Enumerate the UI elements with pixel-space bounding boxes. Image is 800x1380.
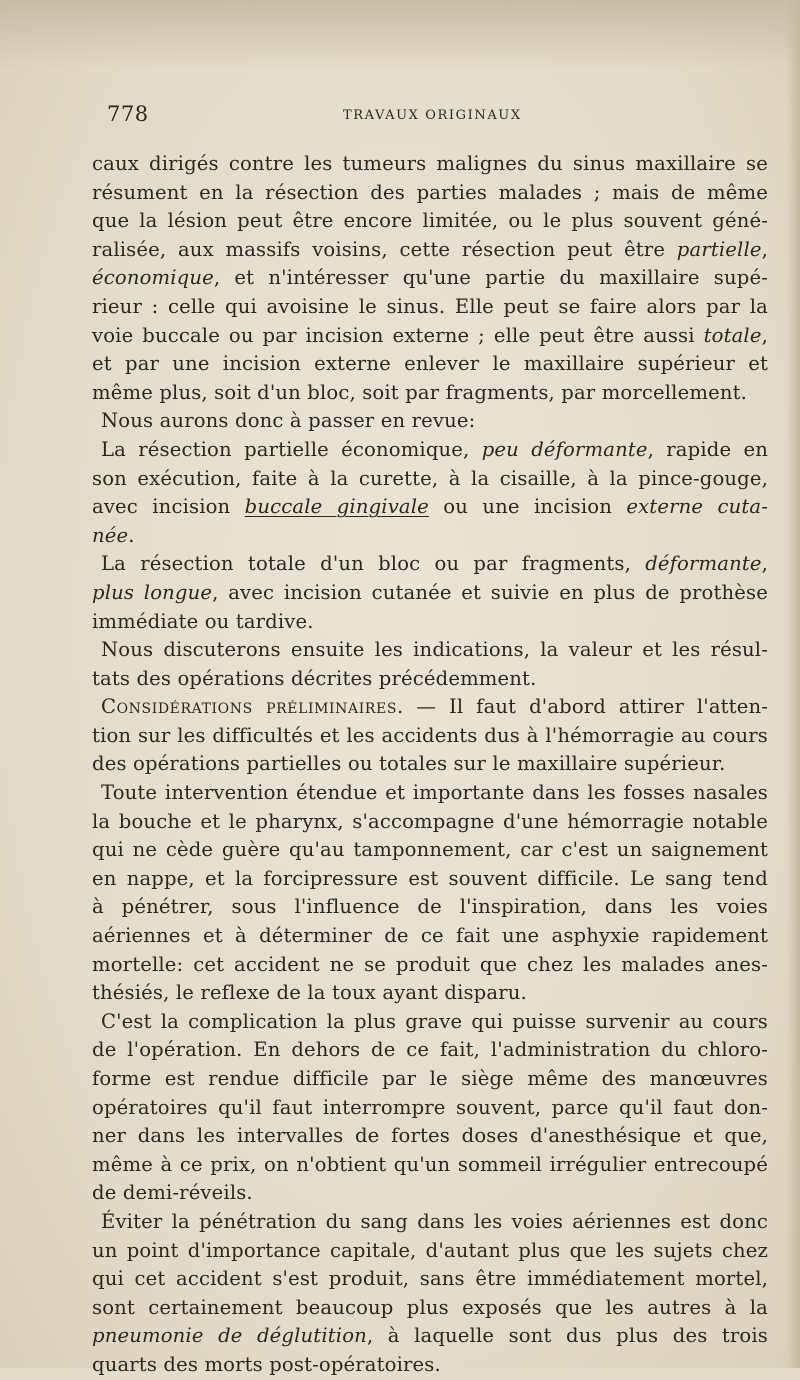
scan-shadow-top <box>0 0 800 70</box>
text-segment: . <box>128 523 135 547</box>
text-line <box>92 808 768 837</box>
text-line <box>92 750 768 779</box>
text-line <box>92 665 768 694</box>
italic-phrase: déformante <box>645 552 762 576</box>
text-segment: Toute intervention étendue et importante dans les fosses nasales <box>101 781 768 805</box>
text-line <box>92 893 768 922</box>
text-segment: Nous discuterons ensuite les indications, la valeur et les résul- <box>101 638 768 662</box>
text-line <box>92 350 768 379</box>
text-segment: , et n'intéresser qu'une partie du maxillaire supé- <box>213 266 768 290</box>
text-segment: résument en la résection des parties malades ; mais de même <box>92 180 768 204</box>
text-line <box>92 436 768 465</box>
text-segment: que la lésion peut être encore limitée, ou le plus souvent géné- <box>92 209 768 233</box>
body-text <box>92 150 768 1380</box>
text-segment: et par une incision externe enlever le maxillaire supérieur et <box>92 352 768 376</box>
text-line <box>92 1351 768 1380</box>
text-segment: forme est rendue difficile par le siège même des manœuvres <box>92 1067 768 1090</box>
page-number: 778 <box>107 102 149 126</box>
text-segment: sont certainement beaucoup plus exposés que les autres à la <box>92 1295 768 1319</box>
text-line <box>92 1065 768 1094</box>
italic-phrase: buccale gingivale <box>244 495 429 519</box>
text-segment: ou une incision <box>428 495 627 519</box>
text-segment: thésiés, le reflexe de la toux ayant disparu. <box>92 981 527 1005</box>
text-line <box>92 1294 768 1323</box>
text-segment: des opérations partielles ou totales sur le maxillaire supérieur. <box>92 752 726 776</box>
text-segment: même plus, soit d'un bloc, soit par fragments, par morcellement. <box>92 380 747 404</box>
text-segment: ralisée, aux massifs voisins, cette résection peut être <box>92 237 677 261</box>
text-line <box>92 693 768 722</box>
text-segment: , avec incision cutanée et suivie en plus de prothèse <box>212 580 768 604</box>
text-line <box>92 379 768 408</box>
text-segment: Nous aurons donc à passer en revue: <box>101 409 476 433</box>
text-line <box>92 1179 768 1208</box>
text-line <box>92 865 768 894</box>
text-segment: caux dirigés contre les tumeurs malignes du sinus maxillaire se <box>92 152 768 175</box>
text-line <box>92 779 768 808</box>
text-segment: avec incision <box>92 495 245 519</box>
italic-phrase: plus longue <box>92 580 213 604</box>
text-segment: La résection partielle économique, <box>101 437 482 461</box>
text-line <box>92 1151 768 1180</box>
text-line <box>92 1122 768 1151</box>
text-segment: immédiate ou tardive. <box>92 609 314 633</box>
text-segment: qui cet accident s'est produit, sans être immédiatement mortel, <box>92 1267 768 1291</box>
text-line <box>92 293 768 322</box>
italic-phrase: née <box>92 523 129 547</box>
text-line <box>92 264 768 293</box>
text-segment: de demi-réveils. <box>92 1181 253 1205</box>
text-segment: même à ce prix, on n'obtient qu'un sommeil irrégulier entrecoupé <box>92 1152 768 1176</box>
text-line <box>92 236 768 265</box>
text-segment: un point d'importance capitale, d'autant plus que les sujets chez <box>92 1238 768 1262</box>
text-line <box>92 407 768 436</box>
text-segment: , <box>761 237 768 261</box>
text-line <box>92 1036 768 1065</box>
text-line <box>92 951 768 980</box>
text-segment: voie buccale ou par incision externe ; elle peut être aussi <box>92 323 704 347</box>
text-segment: , <box>761 552 768 576</box>
italic-phrase: totale <box>703 323 762 347</box>
text-line <box>92 1208 768 1237</box>
text-segment: tion sur les difficultés et les accidents dus à l'hémorragie au cours <box>92 723 768 747</box>
text-segment: en nappe, et la forcipressure est souvent difficile. Le sang tend <box>92 866 768 890</box>
text-line <box>92 636 768 665</box>
text-line <box>92 1265 768 1294</box>
text-segment: quarts des morts post-opératoires. <box>92 1352 441 1376</box>
italic-phrase: pneumonie de déglutition <box>92 1324 367 1348</box>
italic-phrase: externe cuta- <box>626 495 768 519</box>
text-line <box>92 179 768 208</box>
text-segment: mortelle: cet accident ne se produit que chez les malades anes- <box>92 952 768 976</box>
text-line <box>92 322 768 351</box>
text-segment: à pénétrer, sous l'influence de l'inspiration, dans les voies <box>92 895 768 919</box>
text-segment: Éviter la pénétration du sang dans les voies aériennes est donc <box>101 1209 768 1233</box>
text-segment: qui ne cède guère qu'au tamponnement, car c'est un saignement <box>92 838 768 862</box>
text-line <box>92 1237 768 1266</box>
text-segment: . — Il faut d'abord attirer l'atten- <box>397 695 768 719</box>
text-segment: rieur : celle qui avoisine le sinus. Elle peut se faire alors par la <box>92 294 768 318</box>
text-segment: , rapide en <box>647 437 768 461</box>
text-segment: La résection totale d'un bloc ou par fragments, <box>101 552 646 576</box>
italic-phrase: partielle <box>676 237 762 261</box>
text-segment: la bouche et le pharynx, s'accompagne d'une hémorragie notable <box>92 809 768 833</box>
text-line <box>92 1094 768 1123</box>
running-head: TRAVAUX ORIGINAUX <box>343 108 522 123</box>
text-line <box>92 722 768 751</box>
text-segment: ner dans les intervalles de fortes doses d'anesthésique et que, <box>92 1124 768 1148</box>
text-segment: aériennes et à déterminer de ce fait une asphyxie rapidement <box>92 924 768 948</box>
text-line <box>92 579 768 608</box>
italic-phrase: économique <box>92 266 214 290</box>
text-line <box>92 207 768 236</box>
text-segment: opératoires qu'il faut interrompre souvent, parce qu'il faut don- <box>92 1095 768 1119</box>
section-lead: Considérations préliminaires <box>101 695 398 719</box>
text-segment: son exécution, faite à la curette, à la cisaille, à la pince-gouge, <box>92 466 768 490</box>
text-line <box>92 1322 768 1351</box>
text-segment: , à laquelle sont dus plus des trois <box>366 1324 768 1348</box>
text-line <box>92 550 768 579</box>
text-line <box>92 979 768 1008</box>
text-line <box>92 150 768 179</box>
text-segment: tats des opérations décrites précédemment. <box>92 666 537 690</box>
text-line <box>92 493 768 522</box>
text-segment: C'est la complication la plus grave qui puisse survenir au cours <box>101 1009 768 1033</box>
text-line <box>92 465 768 494</box>
italic-phrase: peu déformante <box>481 437 648 461</box>
text-line <box>92 522 768 551</box>
text-line <box>92 922 768 951</box>
text-line <box>92 608 768 637</box>
text-line <box>92 836 768 865</box>
scan-shadow-right <box>786 0 800 1368</box>
text-segment: de l'opération. En dehors de ce fait, l'administration du chloro- <box>92 1038 768 1062</box>
text-line <box>92 1008 768 1037</box>
text-segment: , <box>761 323 768 347</box>
